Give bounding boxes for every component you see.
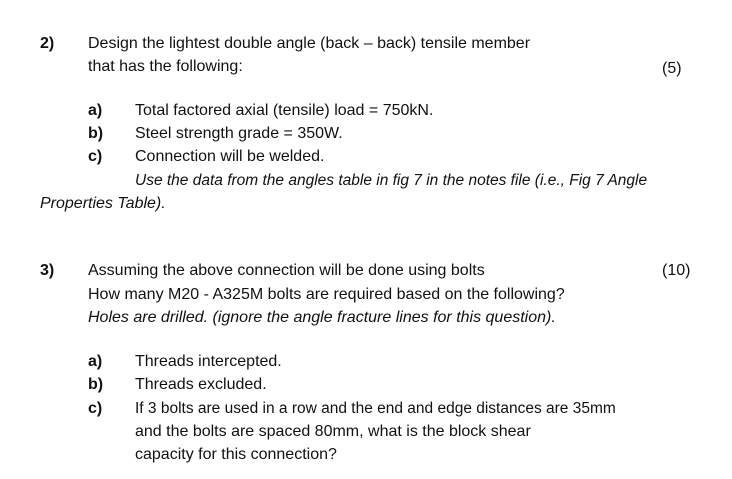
question-3-text-line1: Assuming the above connection will be done using bolts (88, 262, 485, 279)
question-3-item-b-text: Threads excluded. (135, 376, 267, 393)
question-2-item-b-label: b) (88, 125, 104, 142)
question-2-text-line1: Design the lightest double angle (back – back) tensile member (88, 35, 531, 52)
question-2-note-line2: Properties Table). (40, 195, 166, 212)
question-2-item-c-label: c) (88, 148, 103, 165)
question-3-item-a-text: Threads intercepted. (135, 353, 282, 370)
question-3-item-c-text: If 3 bolts are used in a row and the end and edge distances are 35mm (135, 400, 616, 417)
question-3-marks: (10) (662, 262, 691, 279)
question-2-note-line1: Use the data from the angles table in fig 7 in the notes file (i.e., Fig 7 Angle (135, 172, 648, 189)
question-3-item-c-line3: capacity for this connection? (135, 446, 337, 463)
question-3-item-b-label: b) (88, 376, 104, 393)
question-2-number: 2) (40, 35, 55, 52)
question-3-text-line3: Holes are drilled. (ignore the angle fracture lines for this question). (88, 309, 556, 326)
question-2-item-c-text: Connection will be welded. (135, 148, 325, 165)
question-3-text-line2: How many M20 - A325M bolts are required based on the following? (88, 286, 565, 303)
question-3-item-c-label: c) (88, 400, 103, 417)
question-2-marks: (5) (662, 60, 682, 77)
question-3-item-a-label: a) (88, 353, 103, 370)
question-2-item-a-text: Total factored axial (tensile) load = 750kN. (135, 102, 434, 119)
question-2-item-b-text: Steel strength grade = 350W. (135, 125, 343, 142)
question-3-number: 3) (40, 262, 55, 279)
question-3-item-c-line2: and the bolts are spaced 80mm, what is the block shear (135, 423, 531, 440)
question-2-item-a-label: a) (88, 102, 103, 119)
question-2-text-line2: that has the following: (88, 58, 243, 75)
